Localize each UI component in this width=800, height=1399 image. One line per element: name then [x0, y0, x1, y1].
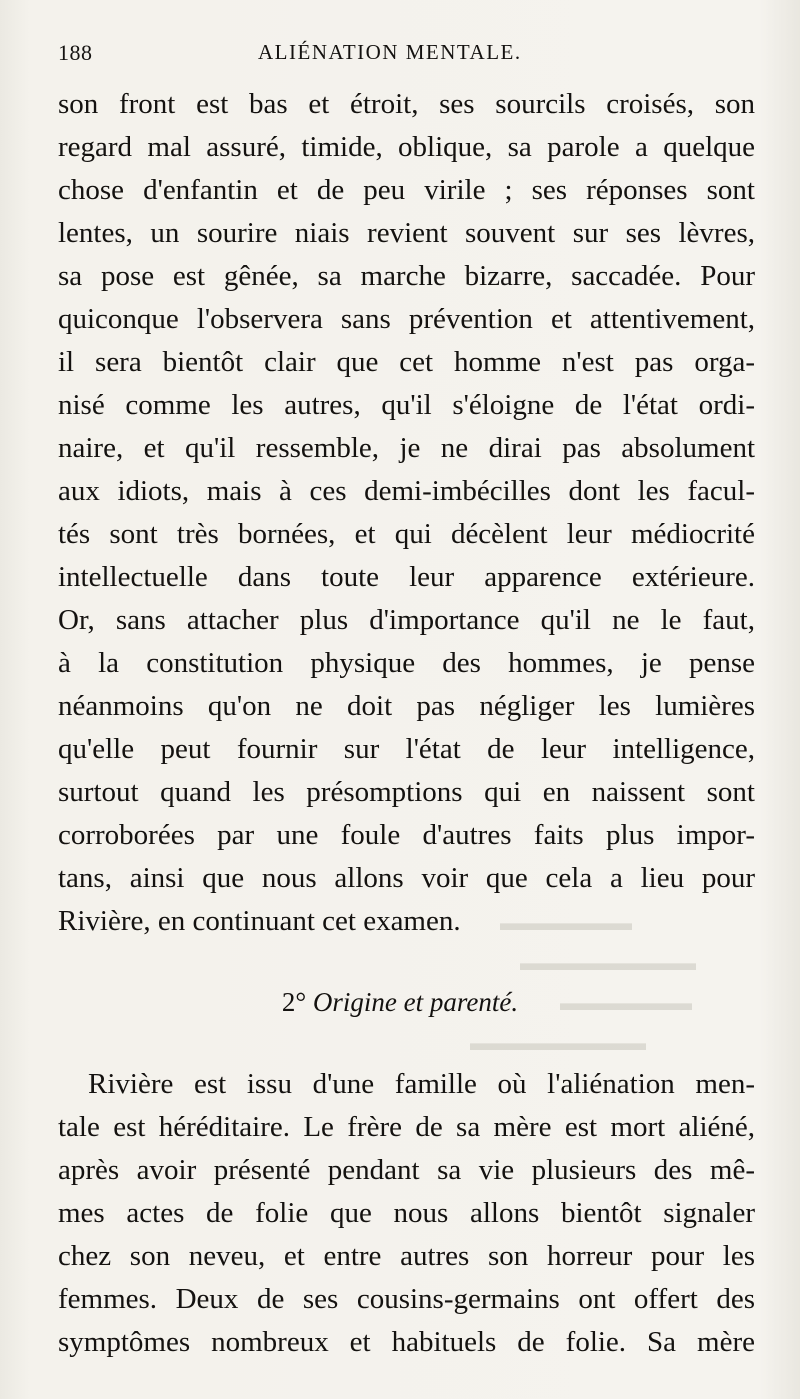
- text-line: sa pose est gênée, sa marche bizarre, saccadée. Pour: [58, 260, 755, 292]
- text-line: chose d'enfantin et de peu virile ; ses réponses sont: [58, 174, 755, 206]
- section-heading: [0, 984, 800, 1020]
- text-line: mes actes de folie que nous allons bientôt signaler: [58, 1197, 755, 1229]
- show-through-smudge: ▬▬▬▬▬▬: [560, 990, 692, 1015]
- section-number: 2°: [281, 987, 307, 1017]
- text-line: surtout quand les présomptions qui en naissent sont: [58, 776, 755, 808]
- show-through-smudge: ▬▬▬▬▬▬▬▬: [470, 1030, 646, 1055]
- page-number: 188: [58, 40, 93, 65]
- running-title: ALIÉNATION MENTALE.: [258, 40, 522, 64]
- page-header: [58, 40, 748, 76]
- text-line: néanmoins qu'on ne doit pas négliger les lumières: [58, 690, 755, 722]
- text-line: symptômes nombreux et habituels de folie. Sa mère: [58, 1326, 755, 1358]
- text-line: Or, sans attacher plus d'importance qu'il ne le faut,: [58, 604, 755, 636]
- text-line: Rivière est issu d'une famille où l'aliénation men-: [88, 1068, 755, 1100]
- text-line: aux idiots, mais à ces demi-imbécilles dont les facul-: [58, 475, 755, 507]
- text-line: son front est bas et étroit, ses sourcils croisés, son: [58, 88, 755, 120]
- section-title: Origine et parenté.: [312, 987, 519, 1017]
- text-line: intellectuelle dans toute leur apparence extérieure.: [58, 561, 755, 593]
- text-line: à la constitution physique des hommes, je pense: [58, 647, 755, 679]
- text-line: regard mal assuré, timide, oblique, sa parole a quelque: [58, 131, 755, 163]
- text-line: chez son neveu, et entre autres son horreur pour les: [58, 1240, 755, 1272]
- show-through-smudge: ▬▬▬▬▬▬▬▬: [520, 950, 696, 975]
- text-line: il sera bientôt clair que cet homme n'est pas orga-: [58, 346, 755, 378]
- show-through-smudge: ▬▬▬▬▬▬: [500, 910, 632, 935]
- text-line: qu'elle peut fournir sur l'état de leur intelligence,: [58, 733, 755, 765]
- text-line: tans, ainsi que nous allons voir que cela a lieu pour: [58, 862, 755, 894]
- text-line: Rivière, en continuant cet examen.: [58, 905, 461, 937]
- text-line: nisé comme les autres, qu'il s'éloigne de l'état ordi-: [58, 389, 755, 421]
- text-line: quiconque l'observera sans prévention et attentivement,: [58, 303, 755, 335]
- text-line: corroborées par une foule d'autres faits plus impor-: [58, 819, 755, 851]
- text-line: femmes. Deux de ses cousins-germains ont offert des: [58, 1283, 755, 1315]
- text-line: naire, et qu'il ressemble, je ne dirai pas absolument: [58, 432, 755, 464]
- text-line: tés sont très bornées, et qui décèlent leur médiocrité: [58, 518, 755, 550]
- text-line: lentes, un sourire niais revient souvent sur ses lèvres,: [58, 217, 755, 249]
- text-line: après avoir présenté pendant sa vie plusieurs des mê-: [58, 1154, 755, 1186]
- text-line: tale est héréditaire. Le frère de sa mère est mort aliéné,: [58, 1111, 755, 1143]
